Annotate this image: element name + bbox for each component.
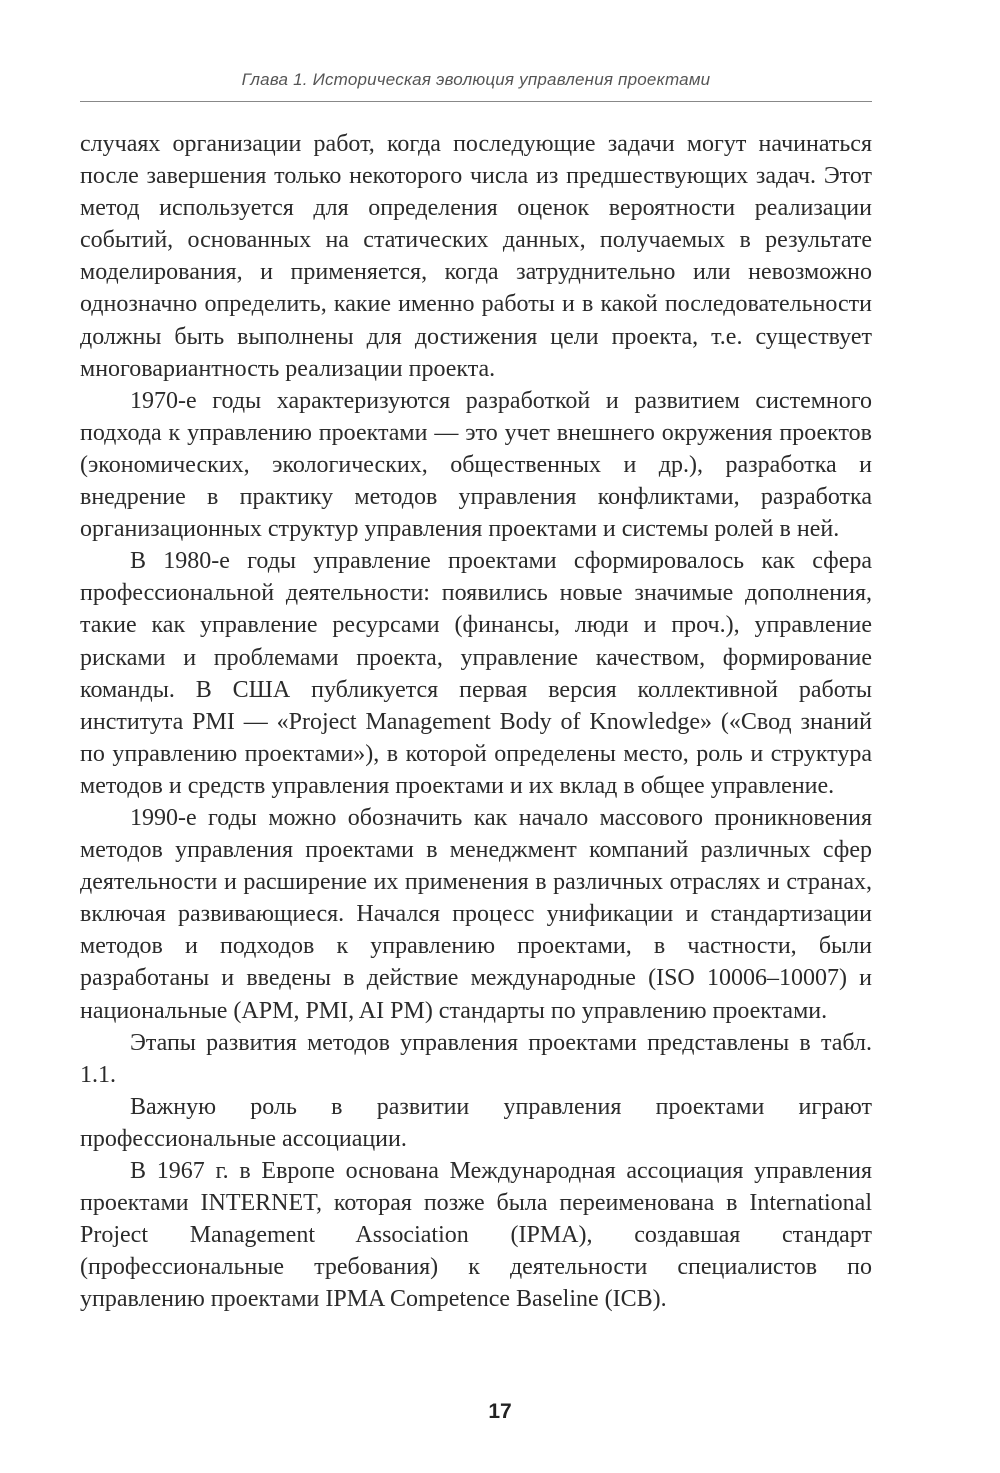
paragraph-continued: случаях организации работ, когда последующие задачи могут начинаться после завершения только некоторого числа из предшествующих задач. Этот метод используется для определения оценок вероятности реализации событий, основанных на статических данных, получаемых в результате моделирования, и применяется, когда затруднительно или невозможно однозначно определить, какие именно работы и в какой последовательности должны быть выполнены для достижения цели проекта, т.е. существует многовариантность реализации проекта.: [80, 131, 872, 382]
running-header: Глава 1. Историческая эволюция управления проектами: [241, 70, 711, 89]
page-number: 17: [488, 1400, 512, 1423]
paragraph-1990s: 1990-е годы можно обозначить как начало массового проникновения методов управления проектами в менеджмент компаний различных сфер деятельности и расширение их применения в различных отраслях и странах, включая развивающиеся. Начался процесс унификации и стандартизации методов и подходов к управлению проектами, в частности, были разработаны и введены в действие международные (ISO 10006–10007) и национальные (APM, PMI, AI PM) стандарты по управлению проектами.: [80, 804, 872, 1024]
paragraph-table-reference: Этапы развития методов управления проектами представлены в табл. 1.1.: [80, 1029, 872, 1088]
paragraph-1980s: В 1980-е годы управление проектами сформировалось как сфера профессиональной деятельности: появились новые значимые дополнения, такие как управление ресурсами (финансы, люди и проч.), управление рисками и проблемами проекта, управление качеством, формирование команды. В США публикуется первая версия коллективной работы института PMI — «Project Management Body of Knowledge» («Свод знаний по управлению проектами»), в которой определены место, роль и структура методов и средств управления проектами и их вклад в общее управление.: [80, 548, 872, 799]
paragraph-associations: Важную роль в развитии управления проектами играют профессиональные ассоциации.: [80, 1093, 872, 1152]
header-rule: [80, 101, 872, 102]
paragraph-1970s: 1970-е годы характеризуются разработкой и развитием системного подхода к управлению проектами — это учет внешнего окружения проектов (экономических, экологических, общественных и др.), разработка и внедрение в практику методов управления конфликтами, разработка организационных структур управления проектами и системы ролей в ней.: [80, 387, 872, 543]
paragraph-ipma: В 1967 г. в Европе основана Международная ассоциация управления проектами INTERNET, которая позже была переименована в International Project Management Association (IPMA), создавшая стандарт (профессиональные требования) к деятельности специалистов по управлению проектами IPMA Competence Baseline (ICB).: [80, 1158, 872, 1313]
body-text: [80, 128, 872, 1315]
